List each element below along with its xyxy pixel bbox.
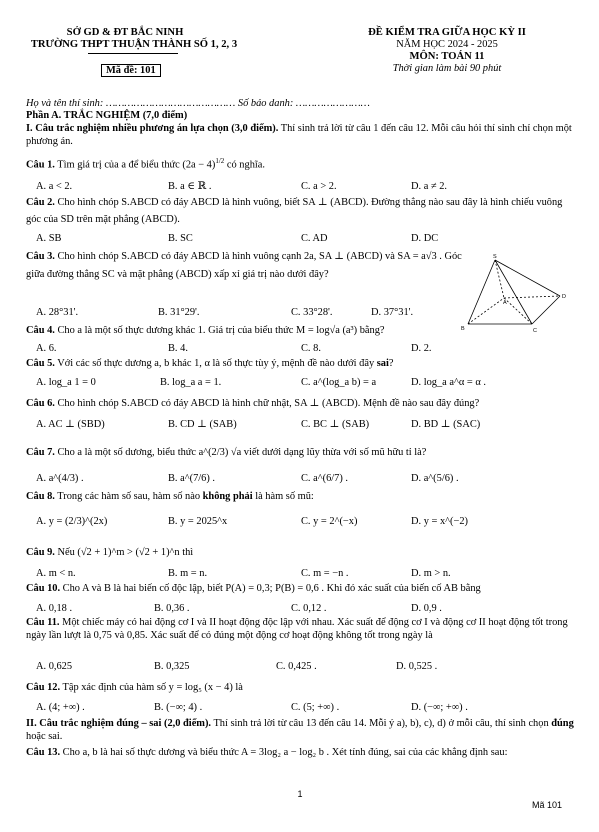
question-2: Câu 2. Cho hình chóp S.ABCD có đáy ABCD là hình vuông, biết SA ⊥ (ABCD). Đường thẳng nào sau đây là hình chiếu vuông góc của SD trên mặt phẳng (ABCD). bbox=[26, 197, 563, 225]
exam-code: Mã đề: 101 bbox=[101, 64, 161, 77]
label-b: B bbox=[461, 326, 465, 332]
exam-code-box bbox=[101, 64, 161, 77]
student-info-line: Họ và tên thí sinh: …………………………………… Số báo danh: …………………… bbox=[26, 98, 370, 109]
q5-option-a[interactable]: A. log_a 1 = 0 bbox=[36, 377, 96, 388]
page-number: 1 bbox=[297, 789, 303, 799]
question-6: Câu 6. Cho hình chóp S.ABCD có đáy ABCD là hình chữ nhật, SA ⊥ (ABCD). Mệnh đề nào sau đây đúng? bbox=[26, 398, 480, 409]
q12-options bbox=[36, 701, 576, 715]
question-1: Câu 1. Tìm giá trị của a để biểu thức $(2a - 4)^{1/2}$ có nghĩa. bbox=[26, 157, 265, 171]
q11-option-b[interactable]: B. 0,325 bbox=[154, 661, 190, 672]
q6-option-d[interactable]: D. BD ⊥ (SAC) bbox=[411, 419, 481, 430]
q8-option-b[interactable]: B. y = 2025^x bbox=[168, 516, 228, 527]
q7-option-a[interactable]: A. a^(4/3) . bbox=[36, 473, 84, 484]
q2-option-c[interactable]: C. AD bbox=[301, 233, 328, 244]
q10-option-d[interactable]: D. 0,9 . bbox=[411, 603, 442, 614]
q11-option-c[interactable]: C. 0,425 . bbox=[276, 661, 317, 672]
exam-time: Thời gian làm bài 90 phút bbox=[392, 63, 502, 74]
question-5: Câu 5. Với các số thực dương a, b khác 1, α là số thực tùy ý, mệnh đề nào dưới đây sai? bbox=[26, 358, 394, 369]
footer-code: Mã 101 bbox=[532, 800, 563, 810]
q10-option-a[interactable]: A. 0,18 . bbox=[36, 603, 73, 614]
q1-options bbox=[36, 180, 576, 194]
q4-option-b[interactable]: B. 4. bbox=[168, 343, 188, 354]
q9-option-a[interactable]: A. m < n. bbox=[36, 568, 76, 579]
q7-option-d[interactable]: D. a^(5/6) . bbox=[411, 473, 459, 484]
school-name: TRƯỜNG THPT THUẬN THÀNH SỐ 1, 2, 3 bbox=[30, 39, 238, 50]
q2-option-b[interactable]: B. SC bbox=[168, 233, 193, 244]
label-d: D bbox=[562, 294, 566, 300]
q7-option-b[interactable]: B. a^(7/6) . bbox=[168, 473, 216, 484]
q6-option-c[interactable]: C. BC ⊥ (SAB) bbox=[301, 419, 370, 430]
question-11: Câu 11. Một chiếc máy có hai động cơ I và II hoạt động độc lập với nhau. Xác suất để động cơ I và động cơ II hoạt động tốt trong ngày lần lượt là 0,75 và 0,85. Xác suất để có đúng một động cơ hoạt động không tốt trong ngày là bbox=[26, 617, 568, 641]
q12-option-d[interactable]: D. (−∞; +∞) . bbox=[411, 702, 468, 713]
section2-instructions: II. Câu trắc nghiệm đúng – sai (2,0 điểm). Thí sinh trả lời từ câu 13 đến câu 14. Mỗi ý a), b), c), d) ở mỗi câu, thí sinh chọn đúng hoặc sai. bbox=[26, 718, 574, 742]
q4-option-d[interactable]: D. 2. bbox=[411, 343, 432, 354]
q9-option-d[interactable]: D. m > n. bbox=[411, 568, 451, 579]
q9-options bbox=[36, 567, 576, 581]
q8-options bbox=[36, 515, 576, 529]
q11-option-d[interactable]: D. 0,525 . bbox=[396, 661, 438, 672]
question-12: Câu 12. Tập xác định của hàm số y = log₅ (x − 4) là bbox=[26, 682, 243, 693]
q1-option-a[interactable]: A. a < 2. bbox=[36, 181, 73, 192]
q10-option-c[interactable]: C. 0,12 . bbox=[291, 603, 327, 614]
q8-option-c[interactable]: C. y = 2^(−x) bbox=[301, 516, 358, 527]
q11-options bbox=[36, 660, 576, 674]
q3-option-b[interactable]: B. 31°29'. bbox=[158, 307, 200, 318]
q1-option-d[interactable]: D. a ≠ 2. bbox=[411, 181, 448, 192]
q4-option-c[interactable]: C. 8. bbox=[301, 343, 321, 354]
question-4: Câu 4. Cho a là một số thực dương khác 1. Giá trị của biểu thức M = log√a (a³) bằng? bbox=[26, 325, 385, 336]
q9-option-c[interactable]: C. m = −n . bbox=[301, 568, 349, 579]
dept-name: SỞ GD & ĐT BẮC NINH bbox=[66, 27, 184, 38]
q1-option-c[interactable]: C. a > 2. bbox=[301, 181, 337, 192]
label-s: S bbox=[493, 254, 497, 260]
question-3: Câu 3. Cho hình chóp S.ABCD có đáy ABCD là hình vuông cạnh 2a, SA ⊥ (ABCD) và SA = a√3 . Góc giữa đường thẳng SC và mặt phẳng (ABCD) xấp xỉ giá trị nào dưới đây? bbox=[26, 251, 462, 280]
q2-option-d[interactable]: D. DC bbox=[411, 233, 439, 244]
school-year: NĂM HỌC 2024 - 2025 bbox=[396, 39, 498, 50]
q10-options bbox=[36, 602, 576, 616]
exam-title: ĐỀ KIỂM TRA GIỮA HỌC KỲ II bbox=[368, 27, 526, 38]
question-9: Câu 9. Nếu (√2 + 1)^m > (√2 + 1)^n thì bbox=[26, 547, 194, 558]
subject: MÔN: TOÁN 11 bbox=[409, 51, 485, 62]
q12-option-c[interactable]: C. (5; +∞) . bbox=[291, 702, 340, 713]
q4-options bbox=[36, 342, 576, 356]
q2-option-a[interactable]: A. SB bbox=[36, 233, 62, 244]
q10-option-b[interactable]: B. 0,36 . bbox=[154, 603, 190, 614]
q8-option-d[interactable]: D. y = x^(−2) bbox=[411, 516, 468, 527]
q12-option-b[interactable]: B. (−∞; 4) . bbox=[154, 702, 203, 713]
q2-options bbox=[36, 232, 576, 246]
q7-option-c[interactable]: C. a^(6/7) . bbox=[301, 473, 349, 484]
q6-option-b[interactable]: B. CD ⊥ (SAB) bbox=[168, 419, 237, 430]
label-a: A bbox=[503, 300, 507, 306]
q11-option-a[interactable]: A. 0,625 bbox=[36, 661, 73, 672]
q6-option-a[interactable]: A. AC ⊥ (SBD) bbox=[36, 419, 105, 430]
q6-options bbox=[36, 418, 576, 432]
q8-option-a[interactable]: A. y = (2/3)^(2x) bbox=[36, 516, 108, 527]
question-7: Câu 7. Cho a là một số dương, biểu thức a^(2/3) √a viết dưới dạng lũy thừa với số mũ hữu tỉ là? bbox=[26, 447, 427, 458]
q12-option-a[interactable]: A. (4; +∞) . bbox=[36, 702, 85, 713]
q3-option-d[interactable]: D. 37°31'. bbox=[371, 307, 414, 318]
q3-option-a[interactable]: A. 28°31'. bbox=[36, 307, 79, 318]
q5-option-d[interactable]: D. log_a a^α = α . bbox=[411, 377, 487, 388]
question-13: Câu 13. Cho a, b là hai số thực dương và biểu thức A = 3log₂ a − log₂ b . Xét tính đúng, sai của các khẳng định sau: bbox=[26, 747, 508, 758]
q5-option-b[interactable]: B. log_a a = 1. bbox=[160, 377, 222, 388]
q5-options bbox=[36, 376, 576, 390]
question-8: Câu 8. Trong các hàm số sau, hàm số nào không phải là hàm số mũ: bbox=[26, 491, 314, 502]
q7-options bbox=[36, 472, 576, 486]
q5-option-c[interactable]: C. a^(log_a b) = a bbox=[301, 377, 377, 388]
q9-option-b[interactable]: B. m = n. bbox=[168, 568, 208, 579]
header-underline bbox=[88, 53, 178, 54]
q4-option-a[interactable]: A. 6. bbox=[36, 343, 57, 354]
label-c: C bbox=[533, 328, 537, 334]
question-10: Câu 10. Cho A và B là hai biến cố độc lập, biết P(A) = 0,3; P(B) = 0,6 . Khi đó xác suất của biến cố AB bằng bbox=[26, 583, 481, 594]
q3-option-c[interactable]: C. 33°28'. bbox=[291, 307, 333, 318]
q1-option-b[interactable]: B. a ∈ ℝ . bbox=[168, 181, 212, 192]
part-a-title: Phần A. TRẮC NGHIỆM (7,0 điểm) bbox=[26, 110, 188, 121]
section1-instructions: I. Câu trắc nghiệm nhiều phương án lựa chọn (3,0 điểm). Thí sinh trả lời từ câu 1 đến câu 12. Mỗi câu hỏi thí sinh chỉ chọn một phương án. bbox=[26, 123, 572, 147]
